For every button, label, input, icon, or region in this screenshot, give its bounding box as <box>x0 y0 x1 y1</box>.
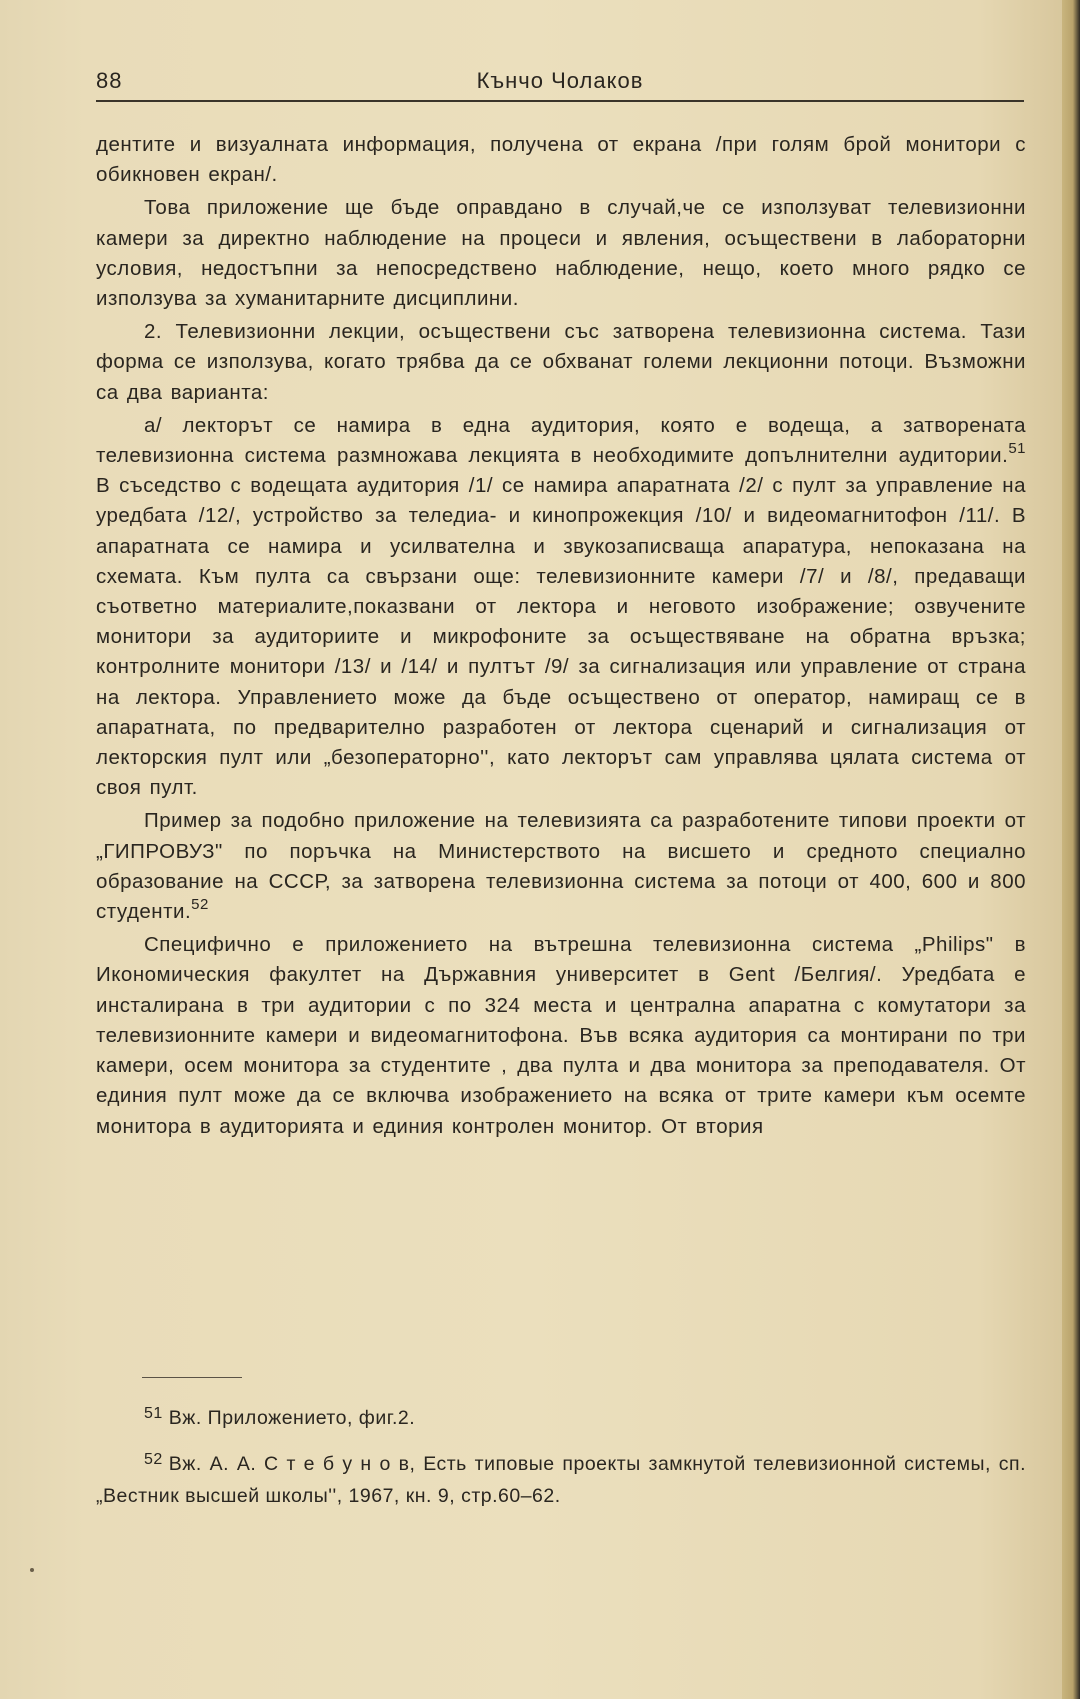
running-head-author: Кънчо Чолаков <box>476 68 644 93</box>
page-edge-shadow <box>1062 0 1080 1699</box>
page-number: 88 <box>96 68 123 93</box>
paragraph-variant-a <box>96 411 1026 804</box>
body-text <box>96 130 1026 1145</box>
scan-speck <box>30 1568 34 1572</box>
footnote-51 <box>96 1398 1026 1434</box>
page-header <box>96 66 1024 102</box>
footnote-52 <box>96 1444 1026 1512</box>
footnote-text: Вж. Приложението, фиг.2. <box>168 1407 416 1429</box>
paragraph-philips: Специфично е приложението на вътрешна телевизионна система „Philips" в Икономическия факултет на Държавния университет в Gent /Белгия/. Уредбата е инсталирана в три аудитории с по 324 места и централна апаратна с комутатори за телевизионните камери и видеомагнитофона. Във всяка аудитория са монтирани по три камери, осем монитора за студентите , два пулта и два монитора за преподавателя. От единия пулт може да се включва изображението на всяка от трите камери към осемте монитора в аудиторията и единия контролен монитор. От втория <box>96 933 1026 1138</box>
paragraph-application: Това приложение ще бъде оправдано в случай,че се използуват телевизионни камери за директно наблюдение на процеси и явления, осъществени в лабораторни условия, недостъпни за непосредствено наблюдение, нещо, което много рядко се използува за хуманитарните дисциплини. <box>96 196 1026 311</box>
footnote-separator <box>142 1377 242 1378</box>
paragraph-example <box>96 806 1026 927</box>
footnotes <box>96 1398 1026 1522</box>
footnote-text: Вж. А. А. С т е б у н о в, Есть типовые проекты замкнутой телевизионной системы, сп. „Вестник высшей школы'', 1967, кн. 9, стр.60–62. <box>96 1453 1026 1507</box>
paragraph-continuation: дентите и визуалната информация, получена от екрана /при голям брой монитори с обикновен екран/. <box>96 133 1026 187</box>
footnote-ref-52: 52 <box>191 896 209 914</box>
variant-a-text: а/ лекторът се намира в една аудитория, която е водеща, а затворената телевизионна система размножава лекцията в необходимите допълнителни аудитории. <box>96 413 1026 468</box>
variant-a-continued: В съседство с водещата аудитория /1/ се намира апаратната /2/ с пулт за управление на уредбата /12/, устройство за теледиа- и кинопрожекция /10/ и видеомагнитофон /11/. В апаратната се намира и усилвателна и звукозаписваща апаратура, непоказана на схемата. Към пулта са свързани още: телевизионните камери /7/ и /8/, предаващи съответно материалите,показвани от лектора и неговото изображение; озвучените монитори за аудиториите и микрофоните за осъществяване на обратна връзка; контролните монитори /13/ и /14/ и пултът /9/ за сигнализация или управление от страна на лектора. Управлението може да бъде осъществено от оператор, намиращ се в апаратната, по предварително разработен от лектора сценарий и сигнализация от лекторския пулт или „безоператорно'', като лекторът сам управлява цялата система от своя пулт. <box>96 474 1026 800</box>
footnote-number: 51 <box>144 1405 163 1422</box>
example-text: Пример за подобно приложение на телевизията са разработените типови проекти от „ГИПРОВУЗ" по поръчка на Министерството на висшето и средното специално образование на СССР, за затворена телевизионна система за потоци от 400, 600 и 800 студенти. <box>96 809 1026 924</box>
footnote-ref-51: 51 <box>1008 440 1026 458</box>
paragraph-tv-lectures: 2. Телевизионни лекции, осъществени със затворена телевизионна система. Тази форма се използува, когато трябва да се обхванат големи лекционни потоци. Възможни са два варианта: <box>96 320 1026 404</box>
footnote-number: 52 <box>144 1451 163 1468</box>
